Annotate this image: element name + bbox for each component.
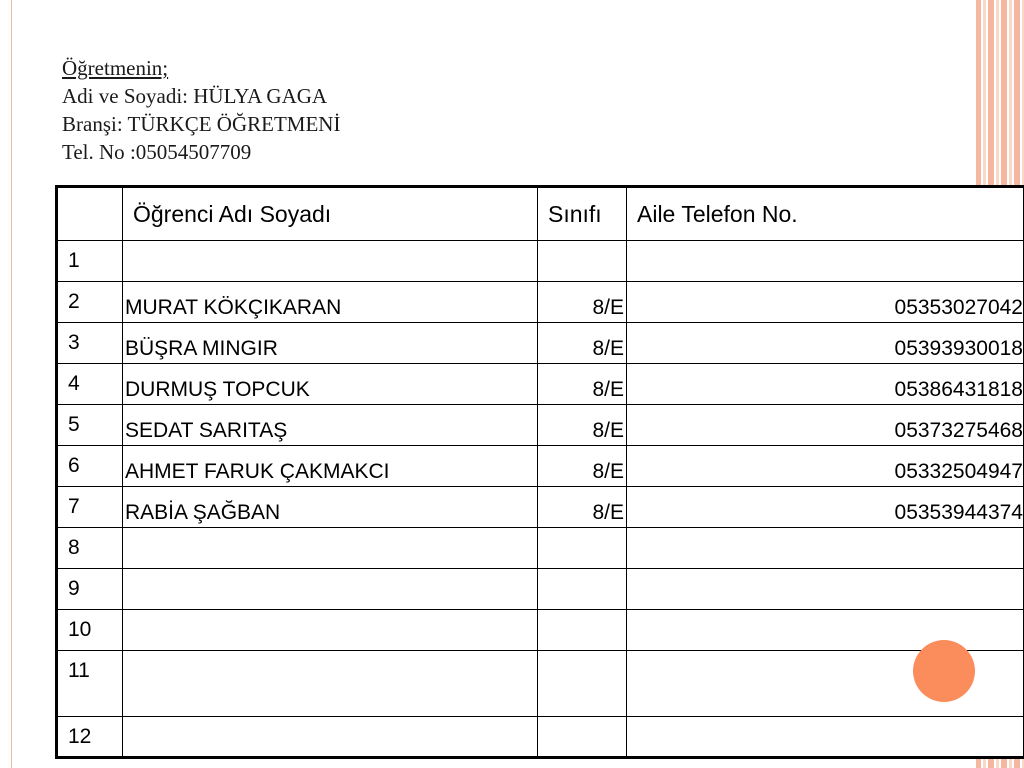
row-number: 5 xyxy=(57,405,123,446)
student-name xyxy=(123,569,538,610)
family-phone xyxy=(627,569,1024,610)
family-phone xyxy=(627,717,1024,758)
table-row xyxy=(57,528,1024,569)
student-name: BÜŞRA MINGIR xyxy=(123,323,538,364)
family-phone xyxy=(627,610,1024,651)
student-class: 8/E xyxy=(538,487,627,528)
family-phone: 05353944374 xyxy=(627,487,1024,528)
student-name xyxy=(123,717,538,758)
student-name: RABİA ŞAĞBAN xyxy=(123,487,538,528)
student-class xyxy=(538,610,627,651)
row-number: 3 xyxy=(57,323,123,364)
family-phone: 05332504947 xyxy=(627,446,1024,487)
student-class: 8/E xyxy=(538,364,627,405)
student-name xyxy=(123,528,538,569)
table-row xyxy=(57,569,1024,610)
teacher-name-line xyxy=(62,82,340,110)
student-class: 8/E xyxy=(538,405,627,446)
teacher-phone-value: :05054507709 xyxy=(129,140,252,164)
student-class: 8/E xyxy=(538,323,627,364)
family-phone xyxy=(627,528,1024,569)
teacher-branch-value: TÜRKÇE ÖĞRETMENİ xyxy=(127,112,341,136)
teacher-heading: Öğretmenin; xyxy=(62,56,169,80)
student-class: 8/E xyxy=(538,282,627,323)
row-number: 1 xyxy=(57,241,123,282)
table-row xyxy=(57,241,1024,282)
student-name xyxy=(123,610,538,651)
teacher-phone-line xyxy=(62,138,340,166)
student-table xyxy=(55,185,1024,759)
column-header-student-name: Öğrenci Adı Soyadı xyxy=(123,187,538,241)
table-row xyxy=(57,323,1024,364)
table-row xyxy=(57,487,1024,528)
family-phone: 05353027042 xyxy=(627,282,1024,323)
teacher-branch-line xyxy=(62,110,340,138)
student-class xyxy=(538,528,627,569)
column-header-family-phone: Aile Telefon No. xyxy=(627,187,1024,241)
teacher-info xyxy=(62,54,340,166)
student-class xyxy=(538,241,627,282)
row-number: 4 xyxy=(57,364,123,405)
table-body xyxy=(57,241,1024,758)
orange-circle-decoration xyxy=(913,640,975,702)
student-name xyxy=(123,241,538,282)
row-number: 10 xyxy=(57,610,123,651)
column-header-no xyxy=(57,187,123,241)
row-number: 12 xyxy=(57,717,123,758)
family-phone: 05373275468 xyxy=(627,405,1024,446)
table-row xyxy=(57,717,1024,758)
student-name: MURAT KÖKÇIKARAN xyxy=(123,282,538,323)
column-header-class: Sınıfı xyxy=(538,187,627,241)
student-name: DURMUŞ TOPCUK xyxy=(123,364,538,405)
table-row xyxy=(57,405,1024,446)
row-number: 7 xyxy=(57,487,123,528)
student-name: AHMET FARUK ÇAKMAKCI xyxy=(123,446,538,487)
row-number: 11 xyxy=(57,651,123,717)
student-class: 8/E xyxy=(538,446,627,487)
row-number: 8 xyxy=(57,528,123,569)
teacher-name-label: Adi ve Soyadi: xyxy=(62,84,188,108)
family-phone: 05386431818 xyxy=(627,364,1024,405)
table-header-row xyxy=(57,187,1024,241)
student-class xyxy=(538,569,627,610)
table-row xyxy=(57,446,1024,487)
student-name: SEDAT SARITAŞ xyxy=(123,405,538,446)
teacher-name-value: HÜLYA GAGA xyxy=(193,84,328,108)
teacher-branch-label: Branşi: xyxy=(62,112,123,136)
row-number: 2 xyxy=(57,282,123,323)
student-name xyxy=(123,651,538,717)
row-number: 6 xyxy=(57,446,123,487)
table-row xyxy=(57,651,1024,717)
table-row xyxy=(57,364,1024,405)
family-phone xyxy=(627,241,1024,282)
student-class xyxy=(538,717,627,758)
teacher-phone-label: Tel. No xyxy=(62,140,125,164)
row-number: 9 xyxy=(57,569,123,610)
left-border-rail xyxy=(0,0,12,768)
table-row xyxy=(57,610,1024,651)
table-row xyxy=(57,282,1024,323)
student-class xyxy=(538,651,627,717)
family-phone: 05393930018 xyxy=(627,323,1024,364)
